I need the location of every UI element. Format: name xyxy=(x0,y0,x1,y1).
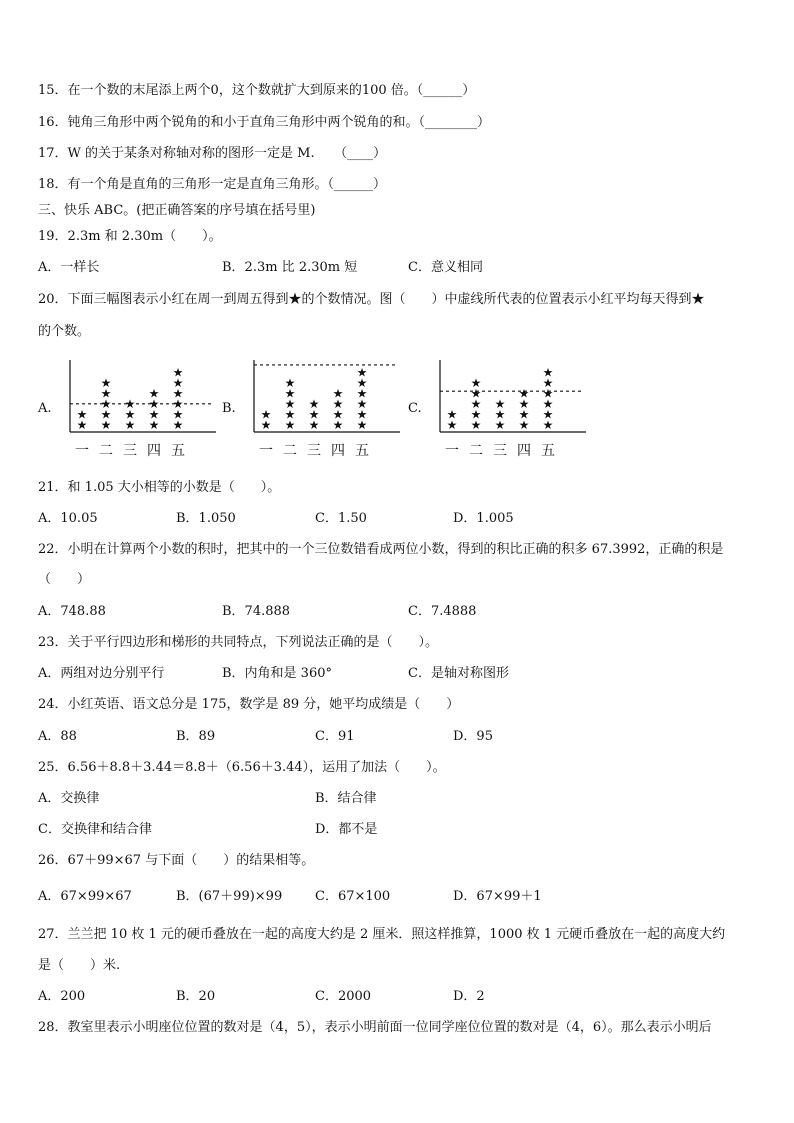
star-mark: ★ xyxy=(332,407,344,422)
star-mark: ★ xyxy=(124,418,136,432)
chart-c-label: C. xyxy=(408,401,422,416)
star-mark: ★ xyxy=(148,407,160,422)
star-mark: ★ xyxy=(172,386,184,401)
q25-option-c: C．交换律和结合律 xyxy=(38,822,152,837)
star-mark: ★ xyxy=(308,418,320,432)
star-mark: ★ xyxy=(356,386,368,401)
q17: 17．W 的关于某条对称轴对称的图形一定是 M. （____） xyxy=(38,146,387,161)
day-label: 一 xyxy=(75,443,89,459)
day-label: 一 xyxy=(445,443,459,459)
star-mark: ★ xyxy=(124,407,136,422)
star-mark: ★ xyxy=(356,365,368,380)
star-mark: ★ xyxy=(494,418,506,432)
q18: 18．有一个角是直角的三角形一定是直角三角形。（______） xyxy=(38,177,387,192)
q25-stem: 25．6.56＋8.8＋3.44＝8.8＋（6.56＋3.44），运用了加法（ ）。 xyxy=(38,760,446,775)
q19-option-c: C．意义相同 xyxy=(408,260,483,275)
q27-stem-line2: 是（ ）米. xyxy=(38,958,121,973)
star-mark: ★ xyxy=(124,397,136,411)
star-mark: ★ xyxy=(494,397,506,411)
star-mark: ★ xyxy=(332,418,344,432)
q24-stem: 24．小红英语、语文总分是 175，数学是 89 分，她平均成绩是（ ） xyxy=(38,697,460,712)
star-mark: ★ xyxy=(518,386,530,401)
star-mark: ★ xyxy=(542,397,554,411)
q24-option-d: D．95 xyxy=(453,729,493,744)
q28-stem: 28．教室里表示小明座位位置的数对是（4，5），表示小明前面一位同学座位位置的数对是（4，6）。那么表示小明后 xyxy=(38,1020,712,1035)
star-mark: ★ xyxy=(332,397,344,411)
q16: 16．钝角三角形中两个锐角的和小于直角三角形中两个锐角的和。（________） xyxy=(38,115,491,130)
star-mark: ★ xyxy=(356,397,368,411)
q27-stem-line1: 27．兰兰把 10 枚 1 元的硬币叠放在一起的高度大约是 2 厘米．照这样推算，1000 枚 1 元硬币叠放在一起的高度大约 xyxy=(38,927,726,942)
q23-option-c: C．是轴对称图形 xyxy=(408,666,509,681)
q27-option-a: A．200 xyxy=(38,989,86,1004)
star-mark: ★ xyxy=(260,407,272,422)
star-mark: ★ xyxy=(542,418,554,432)
day-label: 二 xyxy=(99,443,113,459)
star-mark: ★ xyxy=(100,386,112,401)
q27-option-c: C．2000 xyxy=(315,989,372,1004)
day-label: 五 xyxy=(171,443,185,459)
day-label: 四 xyxy=(331,443,345,459)
star-mark: ★ xyxy=(446,418,458,432)
section-heading: 三、快乐 ABC。(把正确答案的序号填在括号里) xyxy=(38,203,316,218)
star-mark: ★ xyxy=(284,376,296,390)
star-mark: ★ xyxy=(260,418,272,432)
star-mark: ★ xyxy=(470,418,482,432)
star-mark: ★ xyxy=(100,418,112,432)
day-label: 四 xyxy=(517,443,531,459)
q26-option-b: B．(67＋99)×99 xyxy=(176,889,283,904)
q25-option-a: A．交换律 xyxy=(38,791,100,806)
q22-option-a: A．748.88 xyxy=(38,604,106,619)
q26-option-c: C．67×100 xyxy=(315,889,391,904)
star-mark: ★ xyxy=(172,397,184,411)
star-mark: ★ xyxy=(284,407,296,422)
q23-option-b: B．内角和是 360° xyxy=(222,666,332,681)
star-mark: ★ xyxy=(284,386,296,401)
q21-option-b: B．1.050 xyxy=(176,511,236,526)
star-mark: ★ xyxy=(148,386,160,401)
star-mark: ★ xyxy=(542,376,554,390)
star-mark: ★ xyxy=(100,376,112,390)
star-mark: ★ xyxy=(172,407,184,422)
chart-a-label: A. xyxy=(38,401,52,416)
star-mark: ★ xyxy=(308,397,320,411)
q21-option-a: A．10.05 xyxy=(38,511,98,526)
q20-stem-line1: 20．下面三幅图表示小红在周一到周五得到★的个数情况。图（ ）中虚线所代表的位置表示小红平均每天得到★ xyxy=(38,292,705,307)
day-label: 二 xyxy=(283,443,297,459)
q25-option-d: D．都不是 xyxy=(315,822,378,837)
q23-stem: 23．关于平行四边形和梯形的共同特点，下列说法正确的是（ ）。 xyxy=(38,635,439,650)
q21-stem: 21．和 1.05 大小相等的小数是（ ）。 xyxy=(38,480,281,495)
day-label: 三 xyxy=(307,443,321,459)
day-label: 四 xyxy=(147,443,161,459)
star-mark: ★ xyxy=(542,407,554,422)
q26-option-a: A．67×99×67 xyxy=(38,889,132,904)
q19-stem: 19．2.3m 和 2.30m（ ）。 xyxy=(38,229,222,244)
star-mark: ★ xyxy=(148,397,160,411)
q26-option-d: D．67×99＋1 xyxy=(453,889,542,904)
star-mark: ★ xyxy=(470,376,482,390)
q27-option-b: B．20 xyxy=(176,989,216,1004)
chart-a xyxy=(62,356,222,462)
star-mark: ★ xyxy=(470,386,482,401)
star-mark: ★ xyxy=(284,397,296,411)
q22-stem-line1: 22．小明在计算两个小数的积时，把其中的一个三位数错看成两位小数，得到的积比正确的积多 67.3992，正确的积是 xyxy=(38,542,724,557)
q20-stem-line2: 的个数。 xyxy=(38,324,91,339)
day-label: 二 xyxy=(469,443,483,459)
q24-option-a: A．88 xyxy=(38,729,77,744)
star-mark: ★ xyxy=(494,407,506,422)
q27-option-d: D．2 xyxy=(453,989,485,1004)
star-mark: ★ xyxy=(76,418,88,432)
day-label: 三 xyxy=(123,443,137,459)
chart-b xyxy=(246,356,406,462)
star-mark: ★ xyxy=(356,407,368,422)
star-mark: ★ xyxy=(100,407,112,422)
q22-option-c: C．7.4888 xyxy=(408,604,477,619)
star-mark: ★ xyxy=(100,397,112,411)
q20-charts xyxy=(36,356,596,464)
star-mark: ★ xyxy=(518,407,530,422)
star-mark: ★ xyxy=(518,397,530,411)
q24-option-b: B．89 xyxy=(176,729,216,744)
q21-option-c: C．1.50 xyxy=(315,511,367,526)
star-mark: ★ xyxy=(172,365,184,380)
star-mark: ★ xyxy=(356,418,368,432)
star-mark: ★ xyxy=(470,397,482,411)
day-label: 一 xyxy=(259,443,273,459)
day-label: 三 xyxy=(493,443,507,459)
star-mark: ★ xyxy=(172,376,184,390)
star-mark: ★ xyxy=(284,418,296,432)
q25-option-b: B．结合律 xyxy=(315,791,377,806)
q24-option-c: C．91 xyxy=(315,729,355,744)
day-label: 五 xyxy=(541,443,555,459)
q23-option-a: A．两组对边分别平行 xyxy=(38,666,165,681)
star-mark: ★ xyxy=(446,407,458,422)
star-mark: ★ xyxy=(542,386,554,401)
star-mark: ★ xyxy=(356,376,368,390)
star-mark: ★ xyxy=(148,418,160,432)
star-mark: ★ xyxy=(172,418,184,432)
star-mark: ★ xyxy=(332,386,344,401)
chart-b-label: B. xyxy=(222,401,236,416)
q26-stem: 26．67＋99×67 与下面（ ）的结果相等。 xyxy=(38,853,315,868)
q15: 15．在一个数的末尾添上两个0，这个数就扩大到原来的100 倍。（______） xyxy=(38,83,476,98)
q21-option-d: D．1.005 xyxy=(453,511,514,526)
star-mark: ★ xyxy=(518,418,530,432)
star-mark: ★ xyxy=(308,407,320,422)
star-mark: ★ xyxy=(470,407,482,422)
q19-option-b: B．2.3m 比 2.30m 短 xyxy=(222,260,358,275)
star-mark: ★ xyxy=(76,407,88,422)
q22-option-b: B．74.888 xyxy=(222,604,291,619)
chart-c xyxy=(432,356,592,462)
day-label: 五 xyxy=(355,443,369,459)
star-mark: ★ xyxy=(542,365,554,380)
q22-stem-line2: （ ） xyxy=(38,572,91,587)
q19-option-a: A．一样长 xyxy=(38,260,100,275)
